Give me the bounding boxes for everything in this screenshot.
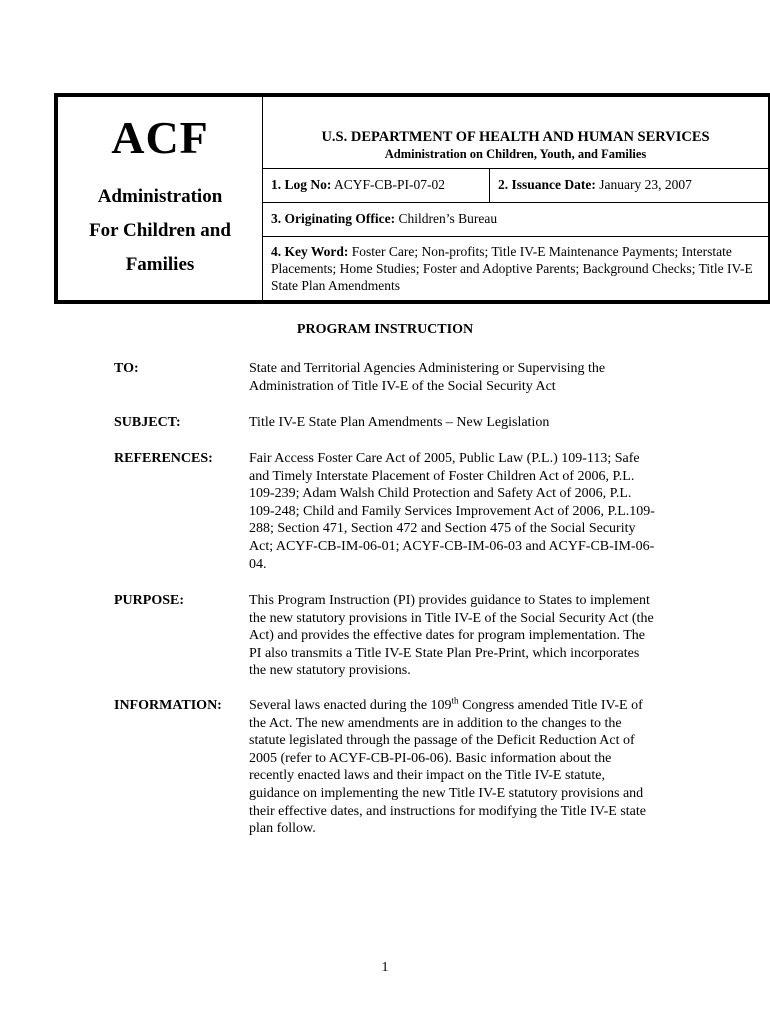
sub-department-name: Administration on Children, Youth, and Families xyxy=(384,147,647,161)
log-number-value: ACYF-CB-PI-07-02 xyxy=(334,177,446,192)
information-section xyxy=(114,697,659,838)
document-title: PROGRAM INSTRUCTION xyxy=(296,322,474,337)
subject-section xyxy=(114,414,659,432)
to-label: TO: xyxy=(114,361,139,376)
issuance-date-value: January 23, 2007 xyxy=(599,177,692,192)
references-section xyxy=(114,450,659,573)
information-text xyxy=(249,697,659,838)
references-label: REFERENCES: xyxy=(114,451,213,466)
header-info-panel xyxy=(263,97,768,300)
department-name: U.S. DEPARTMENT OF HEALTH AND HUMAN SERVICES xyxy=(321,129,710,145)
subject-label: SUBJECT: xyxy=(114,415,181,430)
information-text-start: Several laws enacted during the 109 xyxy=(249,698,452,713)
agency-name-line-1: Administration xyxy=(97,186,223,207)
department-cell xyxy=(263,97,768,169)
key-word-row xyxy=(263,237,768,294)
originating-office-row xyxy=(263,203,768,237)
agency-name-line-3: Families xyxy=(125,254,195,275)
agency-name-line-2: For Children and xyxy=(89,220,231,241)
originating-office-value: Children’s Bureau xyxy=(398,211,498,226)
to-text: State and Territorial Agencies Administering or Supervising the Administration of Title IV-E of the Social Security Act xyxy=(249,361,606,394)
issuance-date-label: 2. Issuance Date: xyxy=(498,177,596,192)
document-header-box xyxy=(54,93,770,304)
subject-text: Title IV-E State Plan Amendments – New Legislation xyxy=(249,415,550,430)
references-text: Fair Access Foster Care Act of 2005, Public Law (P.L.) 109-113; Safe and Timely Interstate Placement of Foster Children Act of 2006, P.L. 109-239; Adam Walsh Child Protection and Safety Act of 2006, P.L. 109-248; Child and Family Services Improvement Act of 2006, P.L.109-288; Section 471, Section 472 and Section 475 of the Social Security Act; ACYF-CB-IM-06-01; ACYF-CB-IM-06-03 and ACYF-CB-IM-06-04. xyxy=(249,451,655,572)
log-number-label: 1. Log No: xyxy=(271,177,332,192)
information-label: INFORMATION: xyxy=(114,698,222,713)
agency-logo-panel xyxy=(58,97,263,300)
log-date-row xyxy=(263,169,768,203)
key-word-label: 4. Key Word: xyxy=(271,244,349,259)
log-number-cell xyxy=(263,169,490,202)
page-number: 1 xyxy=(381,960,389,975)
to-section xyxy=(114,360,659,395)
originating-office-label: 3. Originating Office: xyxy=(271,211,396,226)
issuance-date-cell xyxy=(490,169,768,202)
purpose-label: PURPOSE: xyxy=(114,593,184,608)
key-word-value: Foster Care; Non-profits; Title IV-E Maintenance Payments; Interstate Placements; Home Studies; Foster and Adoptive Parents; Background Checks; Title IV-E State Plan Amendments xyxy=(271,244,753,293)
purpose-section xyxy=(114,592,659,680)
purpose-text: This Program Instruction (PI) provides guidance to States to implement the new statutory provisions in Title IV-E of the Social Security Act (the Act) and provides the effective dates for program implementation. The PI also transmits a Title IV-E State Plan Pre-Print, which incorporates the new statutory provisions. xyxy=(249,593,654,679)
information-superscript: th xyxy=(451,695,459,706)
acf-logo: ACF xyxy=(111,112,209,163)
information-text-rest: Congress amended Title IV-E of the Act. The new amendments are in addition to the changes to the statute legislated through the passage of the Deficit Reduction Act of 2005 (refer to ACYF-CB-PI-06-06). Basic information about the recently enacted laws and their impact on the Title IV-E statute, guidance on implementing the new Title IV-E statutory provisions and their effective dates, and instructions for modifying the Title IV-E state plan follow. xyxy=(249,698,646,837)
